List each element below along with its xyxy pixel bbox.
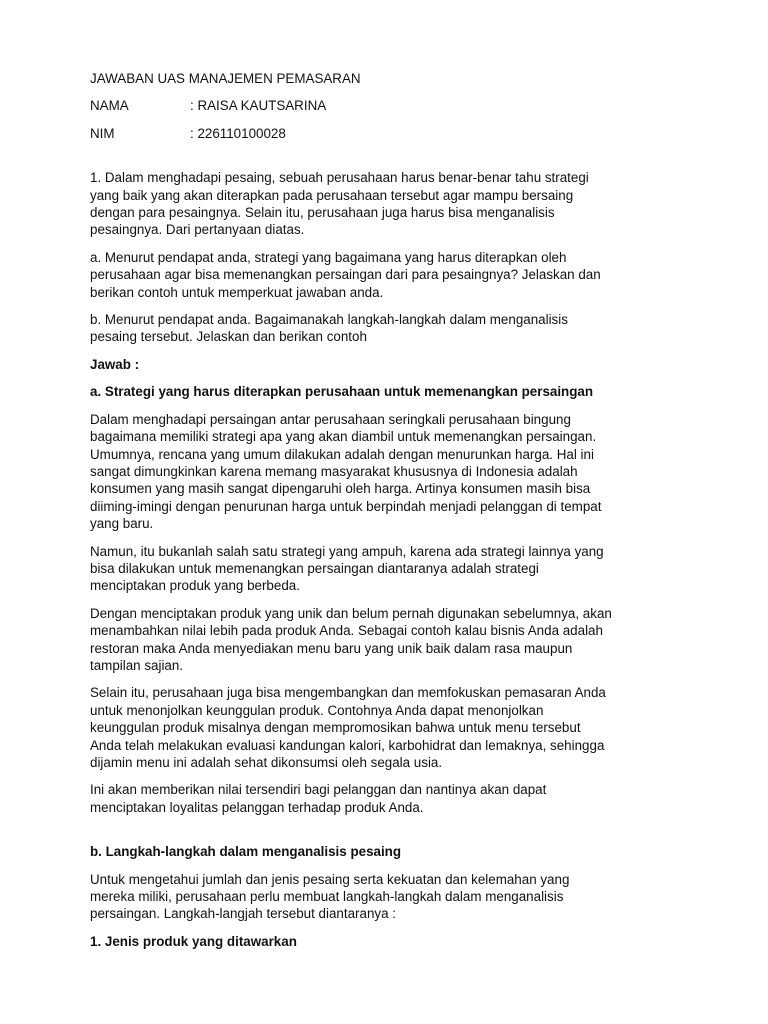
paragraph-a3: Dengan menciptakan produk yang unik dan belum pernah digunakan sebelumnya, akan menambahkan nilai lebih pada produk Anda. Sebagai contoh kalau bisnis Anda adalah restoran maka Anda menyediakan menu baru yang unik baik dalam rasa maupun tampilan sajian. bbox=[90, 605, 612, 673]
document-content bbox=[90, 70, 680, 960]
name-row bbox=[90, 97, 680, 114]
paragraph-a1: Dalam menghadapi persaingan antar perusahaan seringkali perusahaan bingung bagaimana memiliki strategi apa yang akan diambil untuk memenangkan persaingan. Umumnya, rencana yang umum dilakukan adalah dengan menurunkan harga. Hal ini sangat dimungkinkan karena memang masyarakat khususnya di Indonesia adalah konsumen yang masih sangat dipengaruhi oleh harga. Artinya konsumen masih bisa diiming-imingi dengan penurunan harga untuk berpindah menjadi pelanggan di tempat yang baru. bbox=[90, 411, 602, 532]
name-label: NAMA bbox=[90, 98, 129, 114]
nim-row bbox=[90, 125, 680, 142]
paragraph-b1: Untuk mengetahui jumlah dan jenis pesaing serta kekuatan dan kelemahan yang mereka miliki, perusahaan perlu membuat langkah-langkah dalam menganalisis persaingan. Langkah-langjah tersebut diantaranya : bbox=[90, 871, 570, 922]
question-a: a. Menurut pendapat anda, strategi yang bagaimana yang harus diterapkan oleh perusahaan agar bisa memenangkan persaingan dari para pesaingnya? Jelaskan dan berikan contoh untuk memperkuat jawaban anda. bbox=[90, 249, 601, 300]
spacer bbox=[90, 826, 680, 843]
heading-b1: 1. Jenis produk yang ditawarkan bbox=[90, 933, 297, 949]
answer-label: Jawab : bbox=[90, 356, 140, 372]
name-value: : RAISA KAUTSARINA bbox=[190, 98, 327, 114]
paragraph-a4: Selain itu, perusahaan juga bisa mengembangkan dan memfokuskan pemasaran Anda untuk menonjolkan keunggulan produk. Contohnya Anda dapat menonjolkan keunggulan produk misalnya dengan mempromosikan bahwa untuk menu tersebut Anda telah melakukan evaluasi kandungan kalori, karbohidrat dan lemaknya, sehingga dijamin menu ini adalah sehat dikonsumsi oleh segala usia. bbox=[90, 685, 606, 770]
document-title: JAWABAN UAS MANAJEMEN PEMASARAN bbox=[90, 71, 361, 86]
paragraph-a2: Namun, itu bukanlah salah satu strategi yang ampuh, karena ada strategi lainnya yang bisa dilakukan untuk memenangkan persaingan diantaranya adalah strategi menciptakan produk yang berbeda. bbox=[90, 543, 604, 594]
nim-label: NIM bbox=[90, 125, 115, 141]
heading-b: b. Langkah-langkah dalam menganalisis pesaing bbox=[90, 844, 402, 860]
question-1: 1. Dalam menghadapi pesaing, sebuah perusahaan harus benar-benar tahu strategi yang baik yang akan diterapkan pada perusahaan tersebut agar mampu bersaing dengan para pesaingnya. Selain itu, perusahaan juga harus bisa menganalisis pesaingnya. Dari pertanyaan diatas. bbox=[90, 170, 589, 238]
nim-value: : 226110100028 bbox=[190, 125, 286, 141]
heading-a: a. Strategi yang harus diterapkan perusahaan untuk memenangkan persaingan bbox=[90, 384, 594, 400]
paragraph-a5: Ini akan memberikan nilai tersendiri bagi pelanggan dan nantinya akan dapat menciptakan loyalitas pelanggan terhadap produk Anda. bbox=[90, 782, 547, 815]
question-b: b. Menurut pendapat anda. Bagaimanakah langkah-langkah dalam menganalisis pesaing tersebut. Jelaskan dan berikan contoh bbox=[90, 312, 568, 345]
spacer bbox=[90, 152, 680, 169]
